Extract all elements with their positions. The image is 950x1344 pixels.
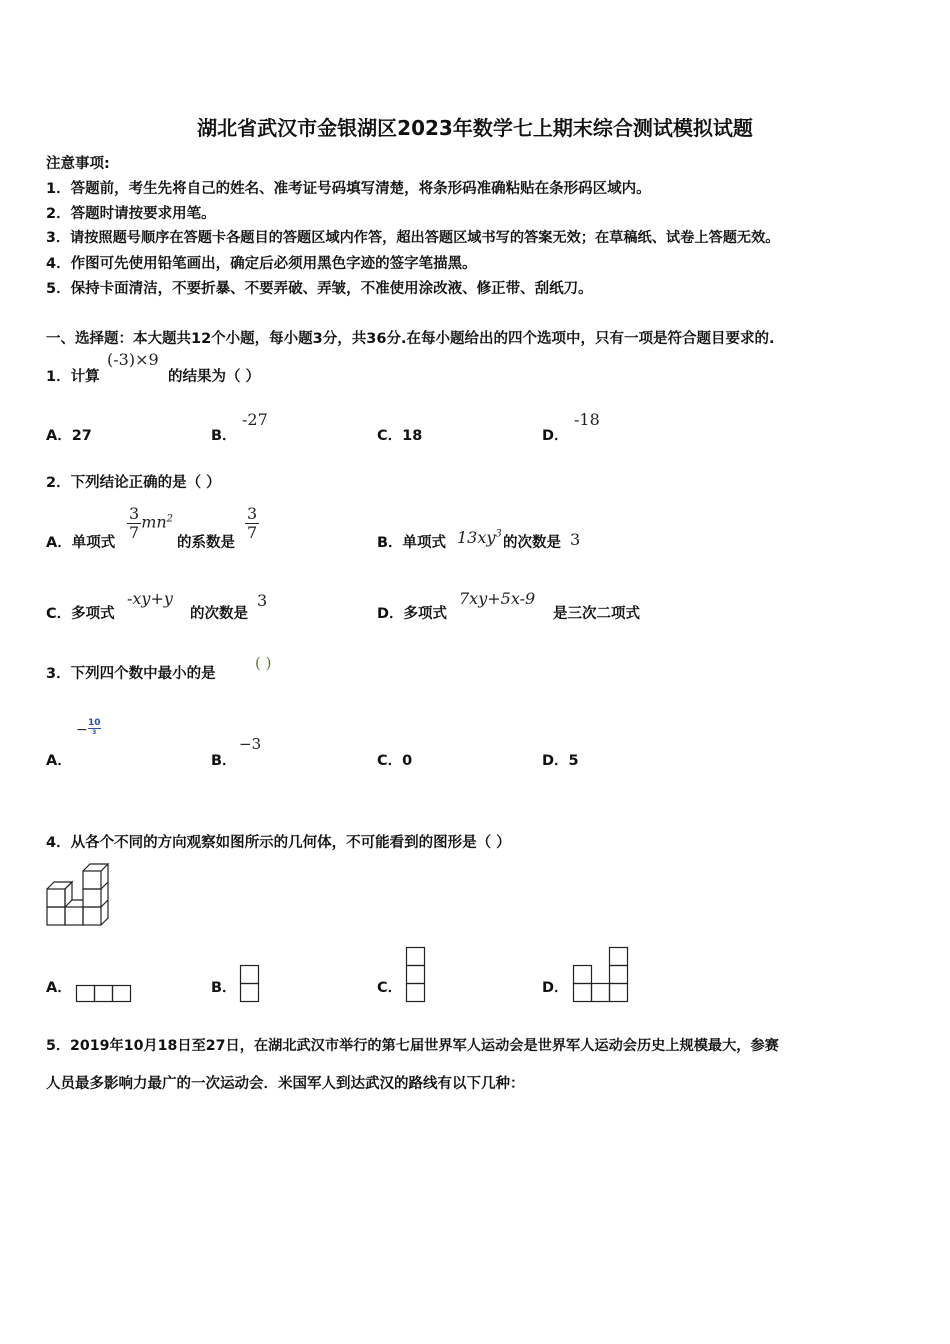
q3-a-minus: −	[76, 722, 88, 738]
q2-option-c[interactable]: C．多项式	[46, 606, 115, 622]
q3-paren: ( )	[255, 654, 272, 672]
q2-stem: 2．下列结论正确的是（ ）	[46, 475, 221, 491]
q3-a-fraction: 10 3	[88, 718, 101, 736]
q2-a-monomial: $\frac{3}{7}$ $mn^2$	[129, 504, 174, 542]
q2-c-text: 的次数是	[190, 606, 248, 622]
q3-b-value: −3	[239, 735, 262, 753]
q4-option-c[interactable]: C．	[377, 980, 403, 996]
q1-option-b[interactable]: B．	[211, 428, 237, 444]
q2-option-d[interactable]: D．多项式	[377, 606, 448, 622]
notice-item-2: 2．答题时请按要求用笔。	[46, 206, 216, 222]
q2-d-polynomial: 7xy+5x-9	[459, 589, 536, 608]
q1-option-a[interactable]: A．27	[46, 428, 92, 444]
q2-b-monomial: $13xy^3$	[457, 528, 502, 547]
q5-line-2: 人员最多影响力最广的一次运动会．米国军人到达武汉的路线有以下几种：	[46, 1076, 525, 1092]
q1-suffix: 的结果为（ ）	[168, 369, 261, 385]
notice-item-5: 5．保持卡面清洁，不要折暴、不要弄破、弄皱，不准使用涂改液、修正带、刮纸刀。	[46, 281, 593, 297]
q4-option-d-figure	[573, 947, 630, 1002]
q2-b-text: 的次数是	[503, 535, 561, 551]
q4-option-c-figure	[406, 947, 426, 1002]
q3-option-d[interactable]: D．5	[542, 753, 579, 769]
q1-option-c[interactable]: C．18	[377, 428, 423, 444]
notice-item-4: 4．作图可先使用铅笔画出，确定后必须用黑色字迹的签字笔描黑。	[46, 256, 477, 272]
q4-option-b-figure	[240, 965, 260, 1002]
q2-c-polynomial: -xy+y	[127, 589, 173, 608]
q2-a-text: 的系数是	[177, 535, 235, 551]
q2-option-a[interactable]: A．单项式	[46, 535, 116, 551]
q2-option-b[interactable]: B．单项式	[377, 535, 447, 551]
q5-line-1: 5．2019年10月18日至27日，在湖北武汉市举行的第七届世界军人运动会是世界军人运动会历史上规模最大，参赛	[46, 1038, 779, 1054]
notice-heading: 注意事项:	[46, 156, 110, 172]
q1-option-d-value: -18	[574, 410, 600, 429]
q3-option-a[interactable]: A．	[46, 753, 72, 769]
notice-item-3: 3．请按照题号顺序在答题卡各题目的答题区域内作答，超出答题区域书写的答案无效；在草稿纸、试卷上答题无效。	[46, 230, 780, 246]
q3-option-b[interactable]: B．	[211, 753, 237, 769]
q4-stem: 4．从各个不同的方向观察如图所示的几何体，不可能看到的图形是（ ）	[46, 835, 511, 851]
q3-option-c[interactable]: C．0	[377, 753, 413, 769]
q2-d-text: 是三次二项式	[553, 606, 640, 622]
q1-prefix: 1．计算	[46, 369, 100, 385]
q4-option-a-figure	[76, 985, 132, 1002]
q3-stem: 3．下列四个数中最小的是	[46, 666, 216, 682]
notice-item-1: 1．答题前，考生先将自己的姓名、准考证号码填写清楚，将条形码准确粘贴在条形码区域内。	[46, 181, 651, 197]
q2-c-value: 3	[257, 591, 268, 610]
section-heading: 一、选择题：本大题共12个小题，每小题3分，共36分.在每小题给出的四个选项中，只有一项是符合题目要求的.	[46, 331, 775, 347]
q1-expression: (-3)×9	[107, 350, 159, 369]
q4-option-a[interactable]: A．	[46, 980, 72, 996]
q4-option-b[interactable]: B．	[211, 980, 237, 996]
q4-option-d[interactable]: D．	[542, 980, 569, 996]
q2-a-coefficient: $\frac{3}{7}$	[247, 504, 258, 542]
q2-b-value: 3	[570, 530, 581, 549]
q1-option-b-value: -27	[242, 410, 268, 429]
solid-figure	[46, 864, 110, 926]
page-title: 湖北省武汉市金银湖区2023年数学七上期末综合测试模拟试题	[197, 116, 753, 140]
q1-option-d[interactable]: D．	[542, 428, 569, 444]
